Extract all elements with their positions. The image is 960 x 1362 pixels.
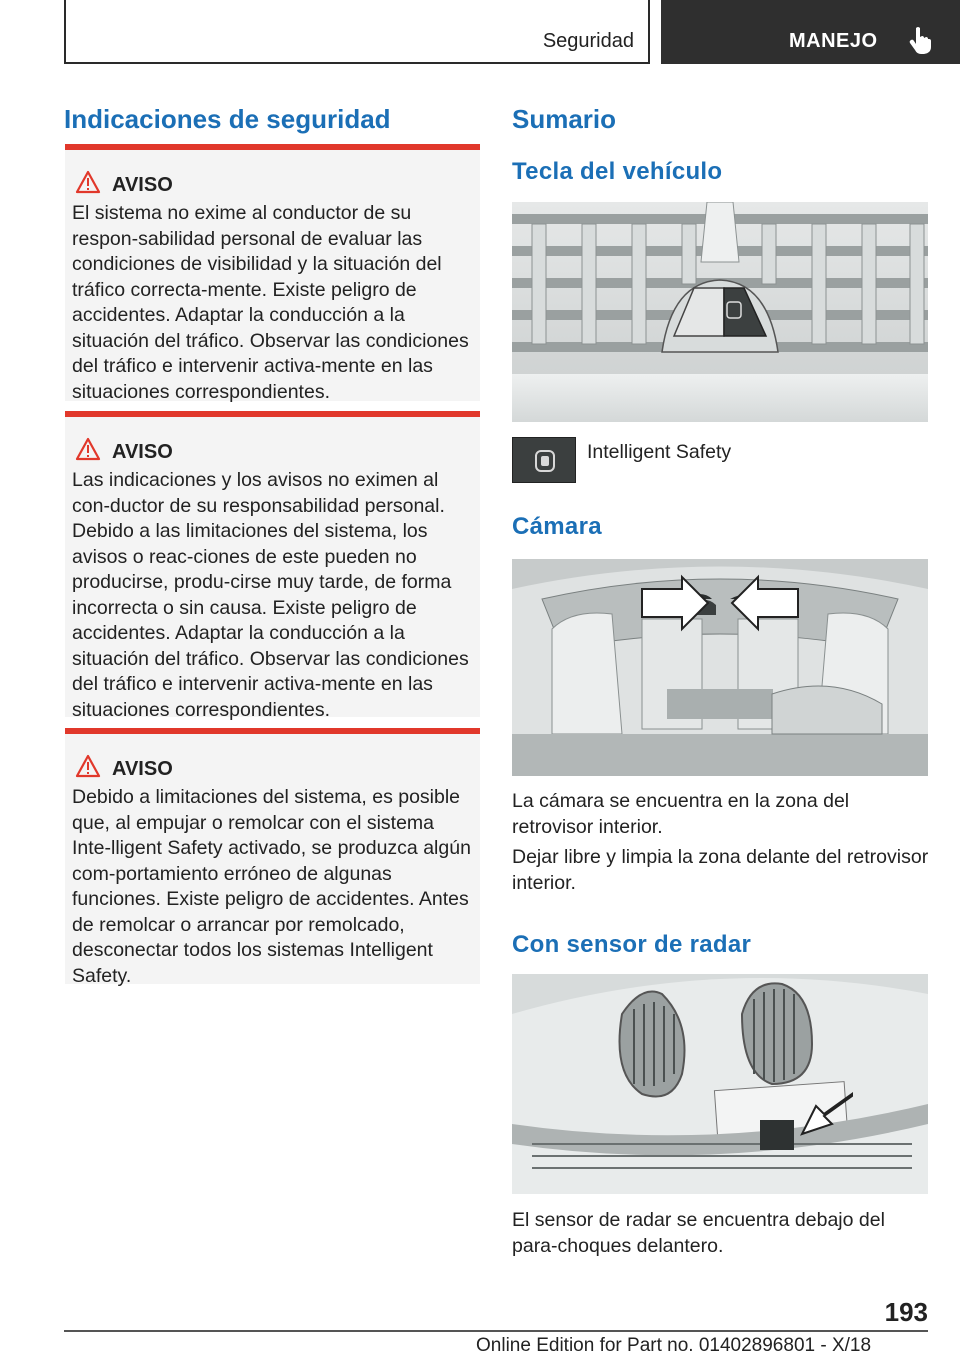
camera-text-1: La cámara se encuentra en la zona del retrovisor interior. bbox=[512, 790, 850, 838]
warning-label: AVISO bbox=[112, 758, 173, 780]
footer-divider bbox=[64, 1330, 864, 1332]
header-section-tab bbox=[64, 0, 650, 64]
camera-heading: Cámara bbox=[512, 513, 602, 540]
warning-triangle-icon bbox=[75, 437, 101, 461]
radar-text: El sensor de radar se encuentra debajo del para-choques delantero. bbox=[512, 1209, 885, 1257]
warning-box bbox=[65, 728, 480, 987]
warning-triangle-icon bbox=[75, 170, 101, 194]
left-section-title: Indicaciones de seguridad bbox=[64, 104, 391, 134]
vehicle-button-illustration bbox=[512, 202, 928, 422]
header-chapter-tab bbox=[661, 0, 960, 64]
edition-note: Online Edition for Part no. 01402896801 - X/18 bbox=[476, 1335, 872, 1356]
camera-illustration bbox=[512, 559, 928, 776]
radar-illustration bbox=[512, 974, 928, 1194]
warning-text: El sistema no exime al conductor de su respon-sabilidad personal de evaluar las condiciones de visibilidad y la situación del tráfico correcta-mente. Existe peligro de accidentes. Adaptar la conducción a la situación del tráfico. Observar las condiciones del tráfico e intervenir activa-mente en las situaciones correspondientes. bbox=[72, 202, 469, 403]
warning-box bbox=[65, 411, 480, 721]
camera-text-2: Dejar libre y limpia la zona delante del retrovisor interior. bbox=[512, 846, 929, 894]
hand-pointer-icon bbox=[909, 26, 931, 54]
intelligent-safety-button-icon bbox=[512, 437, 576, 483]
header-section-label: Seguridad bbox=[542, 30, 634, 52]
right-section-title: Sumario bbox=[512, 104, 617, 134]
radar-heading: Con sensor de radar bbox=[512, 931, 752, 958]
warning-text: Debido a limitaciones del sistema, es posible que, al empujar o remolcar con el sistema Inte-lligent Safety activado, se produzca algún com-portamiento erróneo de algunas funciones. Existe peligro de accidentes. Antes de remolcar o arrancar por remolcado, desconectar todos los sistemas Intelligent Safety. bbox=[72, 786, 471, 987]
warning-label: AVISO bbox=[112, 174, 173, 196]
intelligent-safety-label: Intelligent Safety bbox=[587, 441, 732, 463]
footer-divider bbox=[864, 1330, 928, 1332]
page-number: 193 bbox=[884, 1297, 928, 1327]
header-chapter-label: MANEJO bbox=[789, 30, 878, 52]
button-heading: Tecla del vehículo bbox=[512, 158, 723, 185]
warning-label: AVISO bbox=[112, 441, 173, 463]
warning-text: Las indicaciones y los avisos no eximen al con-ductor de su responsabilidad personal. Debido a las limitaciones del sistema, los avisos o reac-ciones de este pueden no producirse, produ-cirse muy tarde, de forma incorrecta o sin causa. Existe peligro de accidentes. Adaptar la conducción a la situación del tráfico. Observar las condiciones del tráfico e intervenir activa-mente en las situaciones correspondientes. bbox=[72, 469, 469, 721]
warning-triangle-icon bbox=[75, 754, 101, 778]
warning-box bbox=[65, 144, 480, 401]
